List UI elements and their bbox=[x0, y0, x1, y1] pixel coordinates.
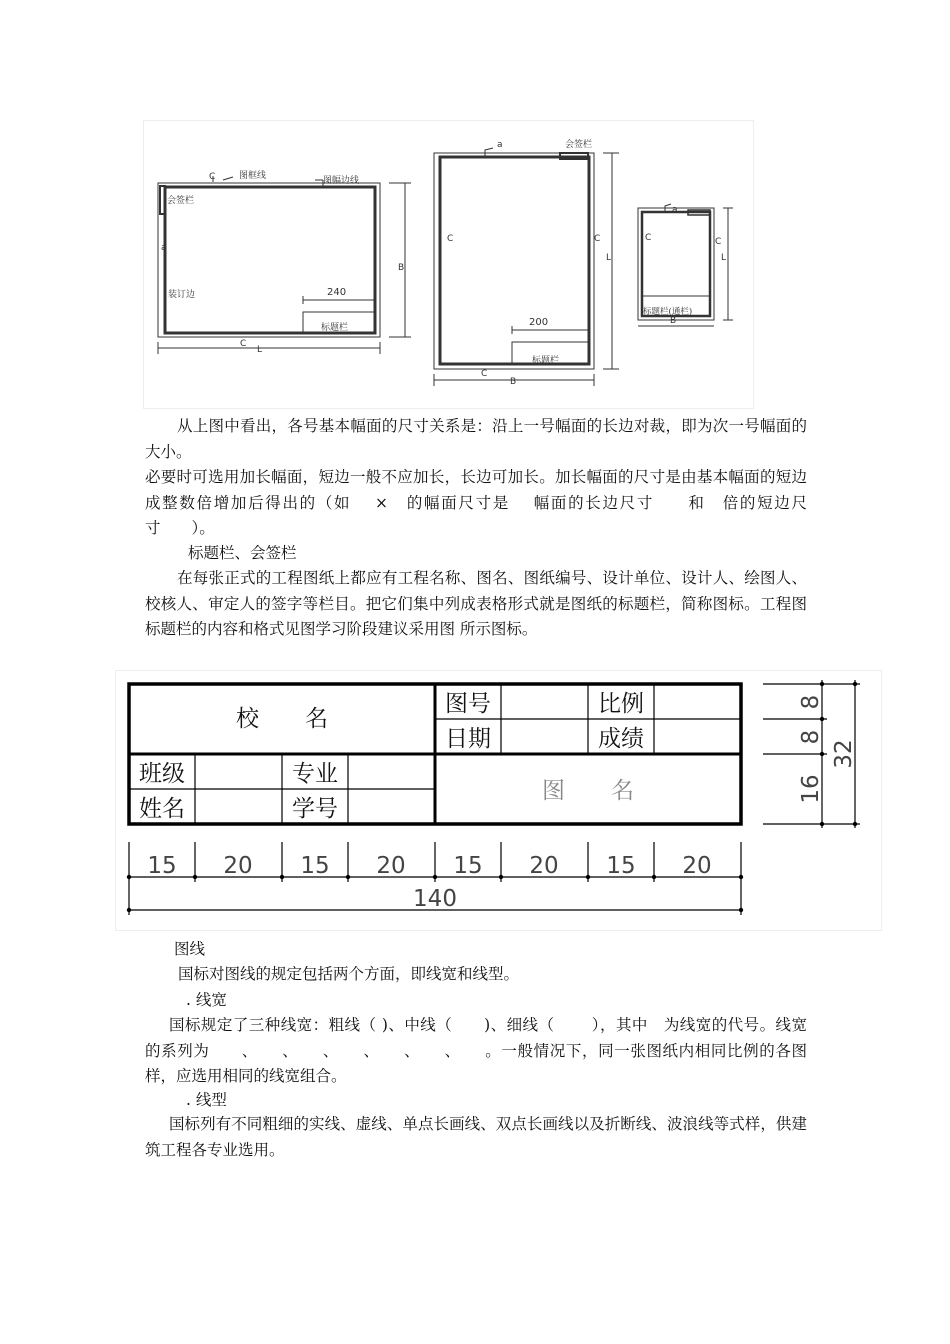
small-c-right: C bbox=[715, 237, 722, 247]
width-15-a: 15 bbox=[147, 853, 177, 879]
portrait-c-left: C bbox=[447, 234, 454, 244]
major-label: 专业 bbox=[292, 761, 338, 787]
student-id-label: 学号 bbox=[292, 796, 338, 822]
date-label: 日期 bbox=[445, 726, 491, 752]
heading-title-block: 标题栏、会签栏 bbox=[188, 544, 297, 562]
dim-240-label: 240 bbox=[327, 287, 347, 298]
margin-c-label: C bbox=[209, 172, 216, 182]
width-20-b: 20 bbox=[376, 853, 406, 879]
small-sheet-border bbox=[638, 208, 714, 320]
portrait-c-bottom: C bbox=[481, 369, 488, 379]
portrait-sheet-border bbox=[434, 153, 594, 369]
height-16: 16 bbox=[798, 774, 824, 804]
portrait-b-label: B bbox=[510, 377, 517, 387]
width-20-a: 20 bbox=[223, 853, 253, 879]
landscape-countersign bbox=[160, 186, 165, 214]
height-8-a: 8 bbox=[798, 694, 824, 710]
portrait-frame bbox=[440, 157, 589, 364]
total-height-label: 32 bbox=[831, 739, 857, 769]
margin-c-bottom-label: C bbox=[240, 339, 247, 349]
width-15-c: 15 bbox=[453, 853, 483, 879]
landscape-sheet-border bbox=[158, 183, 380, 337]
sheet-format-figure bbox=[143, 120, 755, 410]
landscape-frame bbox=[165, 187, 375, 333]
margin-a-label: a bbox=[161, 243, 167, 253]
scale-label: 比例 bbox=[598, 691, 644, 717]
paragraph-line-type: 国标列有不同粗细的实线、虚线、单点长画线、双点长画线以及折断线、波浪线等式样，供建筑工程各专业选用。 bbox=[145, 1115, 807, 1159]
small-a-label: a bbox=[672, 205, 678, 215]
paragraph-sheet-size-relation: 从上图中看出，各号基本幅面的尺寸关系是：沿上一号幅面的长边对裁，即为次一号幅面的大小。 bbox=[145, 417, 807, 461]
heading-line-type: . 线型 bbox=[186, 1091, 227, 1109]
portrait-a-label: a bbox=[497, 140, 503, 150]
portrait-c-right: C bbox=[594, 234, 601, 244]
school-name-cell: 校 名 bbox=[236, 706, 328, 732]
heading-line-width: . 线宽 bbox=[186, 991, 227, 1009]
small-l-label: L bbox=[721, 253, 727, 263]
portrait-countersign-label: 会签栏 bbox=[565, 140, 593, 150]
drawing-name-cell: 图 名 bbox=[542, 778, 634, 804]
width-20-c: 20 bbox=[529, 853, 559, 879]
paragraph-lines-intro: 国标对图线的规定包括两个方面，即线宽和线型。 bbox=[178, 965, 520, 983]
small-c-left: C bbox=[645, 233, 652, 243]
drawing-number-label: 图号 bbox=[445, 691, 491, 717]
student-name-label: 姓名 bbox=[139, 796, 185, 822]
sheet-edge-label: 图幅边线 bbox=[323, 176, 360, 186]
title-block-label-2: 标题栏 bbox=[532, 356, 560, 366]
paragraph-line-width: 国标规定了三种线宽：粗线（ )、中线（ )、细线（ ），其中 为线宽的代号。线宽 的系列为 、 、 、 、 、 、 。一般情况下，同一张图纸内相同比例的各图样，应选用相同的线宽组合。 bbox=[145, 1016, 823, 1085]
height-8-b: 8 bbox=[798, 729, 824, 745]
paragraph-title-block: 在每张正式的工程图纸上都应有工程名称、图名、图纸编号、设计单位、设计人、绘图人、校核人、审定人的签字等栏目。把它们集中列成表格形式就是图纸的标题栏，简称图标。工程图标题栏的内容和格式见图学习阶段建议采用图 所示图标。 bbox=[145, 569, 807, 638]
countersign-label: 会签栏 bbox=[167, 196, 195, 206]
width-15-d: 15 bbox=[606, 853, 636, 879]
small-frame bbox=[642, 212, 710, 316]
grade-label: 成绩 bbox=[598, 726, 644, 752]
title-block-figure bbox=[115, 670, 883, 932]
width-20-d: 20 bbox=[682, 853, 712, 879]
frame-line-label: 图框线 bbox=[239, 171, 267, 181]
class-label: 班级 bbox=[139, 761, 185, 787]
width-15-b: 15 bbox=[300, 853, 330, 879]
total-width-label: 140 bbox=[413, 886, 457, 912]
dim-b-label: B bbox=[398, 263, 405, 273]
dim-l-label: L bbox=[257, 345, 263, 355]
title-block-label-1: 标题栏 bbox=[321, 323, 349, 333]
paragraph-extended-sheet: 必要时可选用加长幅面，短边一般不应加长，长边可加长。加长幅面的尺寸是由基本幅面的短边成整数倍增加后得出的（如 × 的幅面尺寸是 幅面的长边尺寸 和 倍的短边尺寸 ）。 bbox=[145, 468, 807, 537]
small-b-label: B bbox=[670, 316, 677, 326]
title-block-full-label: 标题栏(通栏) bbox=[643, 307, 693, 317]
dim-200-label: 200 bbox=[529, 317, 549, 328]
heading-lines: 图线 bbox=[174, 940, 206, 958]
binding-edge-label: 装订边 bbox=[168, 290, 196, 300]
portrait-l-label: L bbox=[606, 253, 612, 263]
